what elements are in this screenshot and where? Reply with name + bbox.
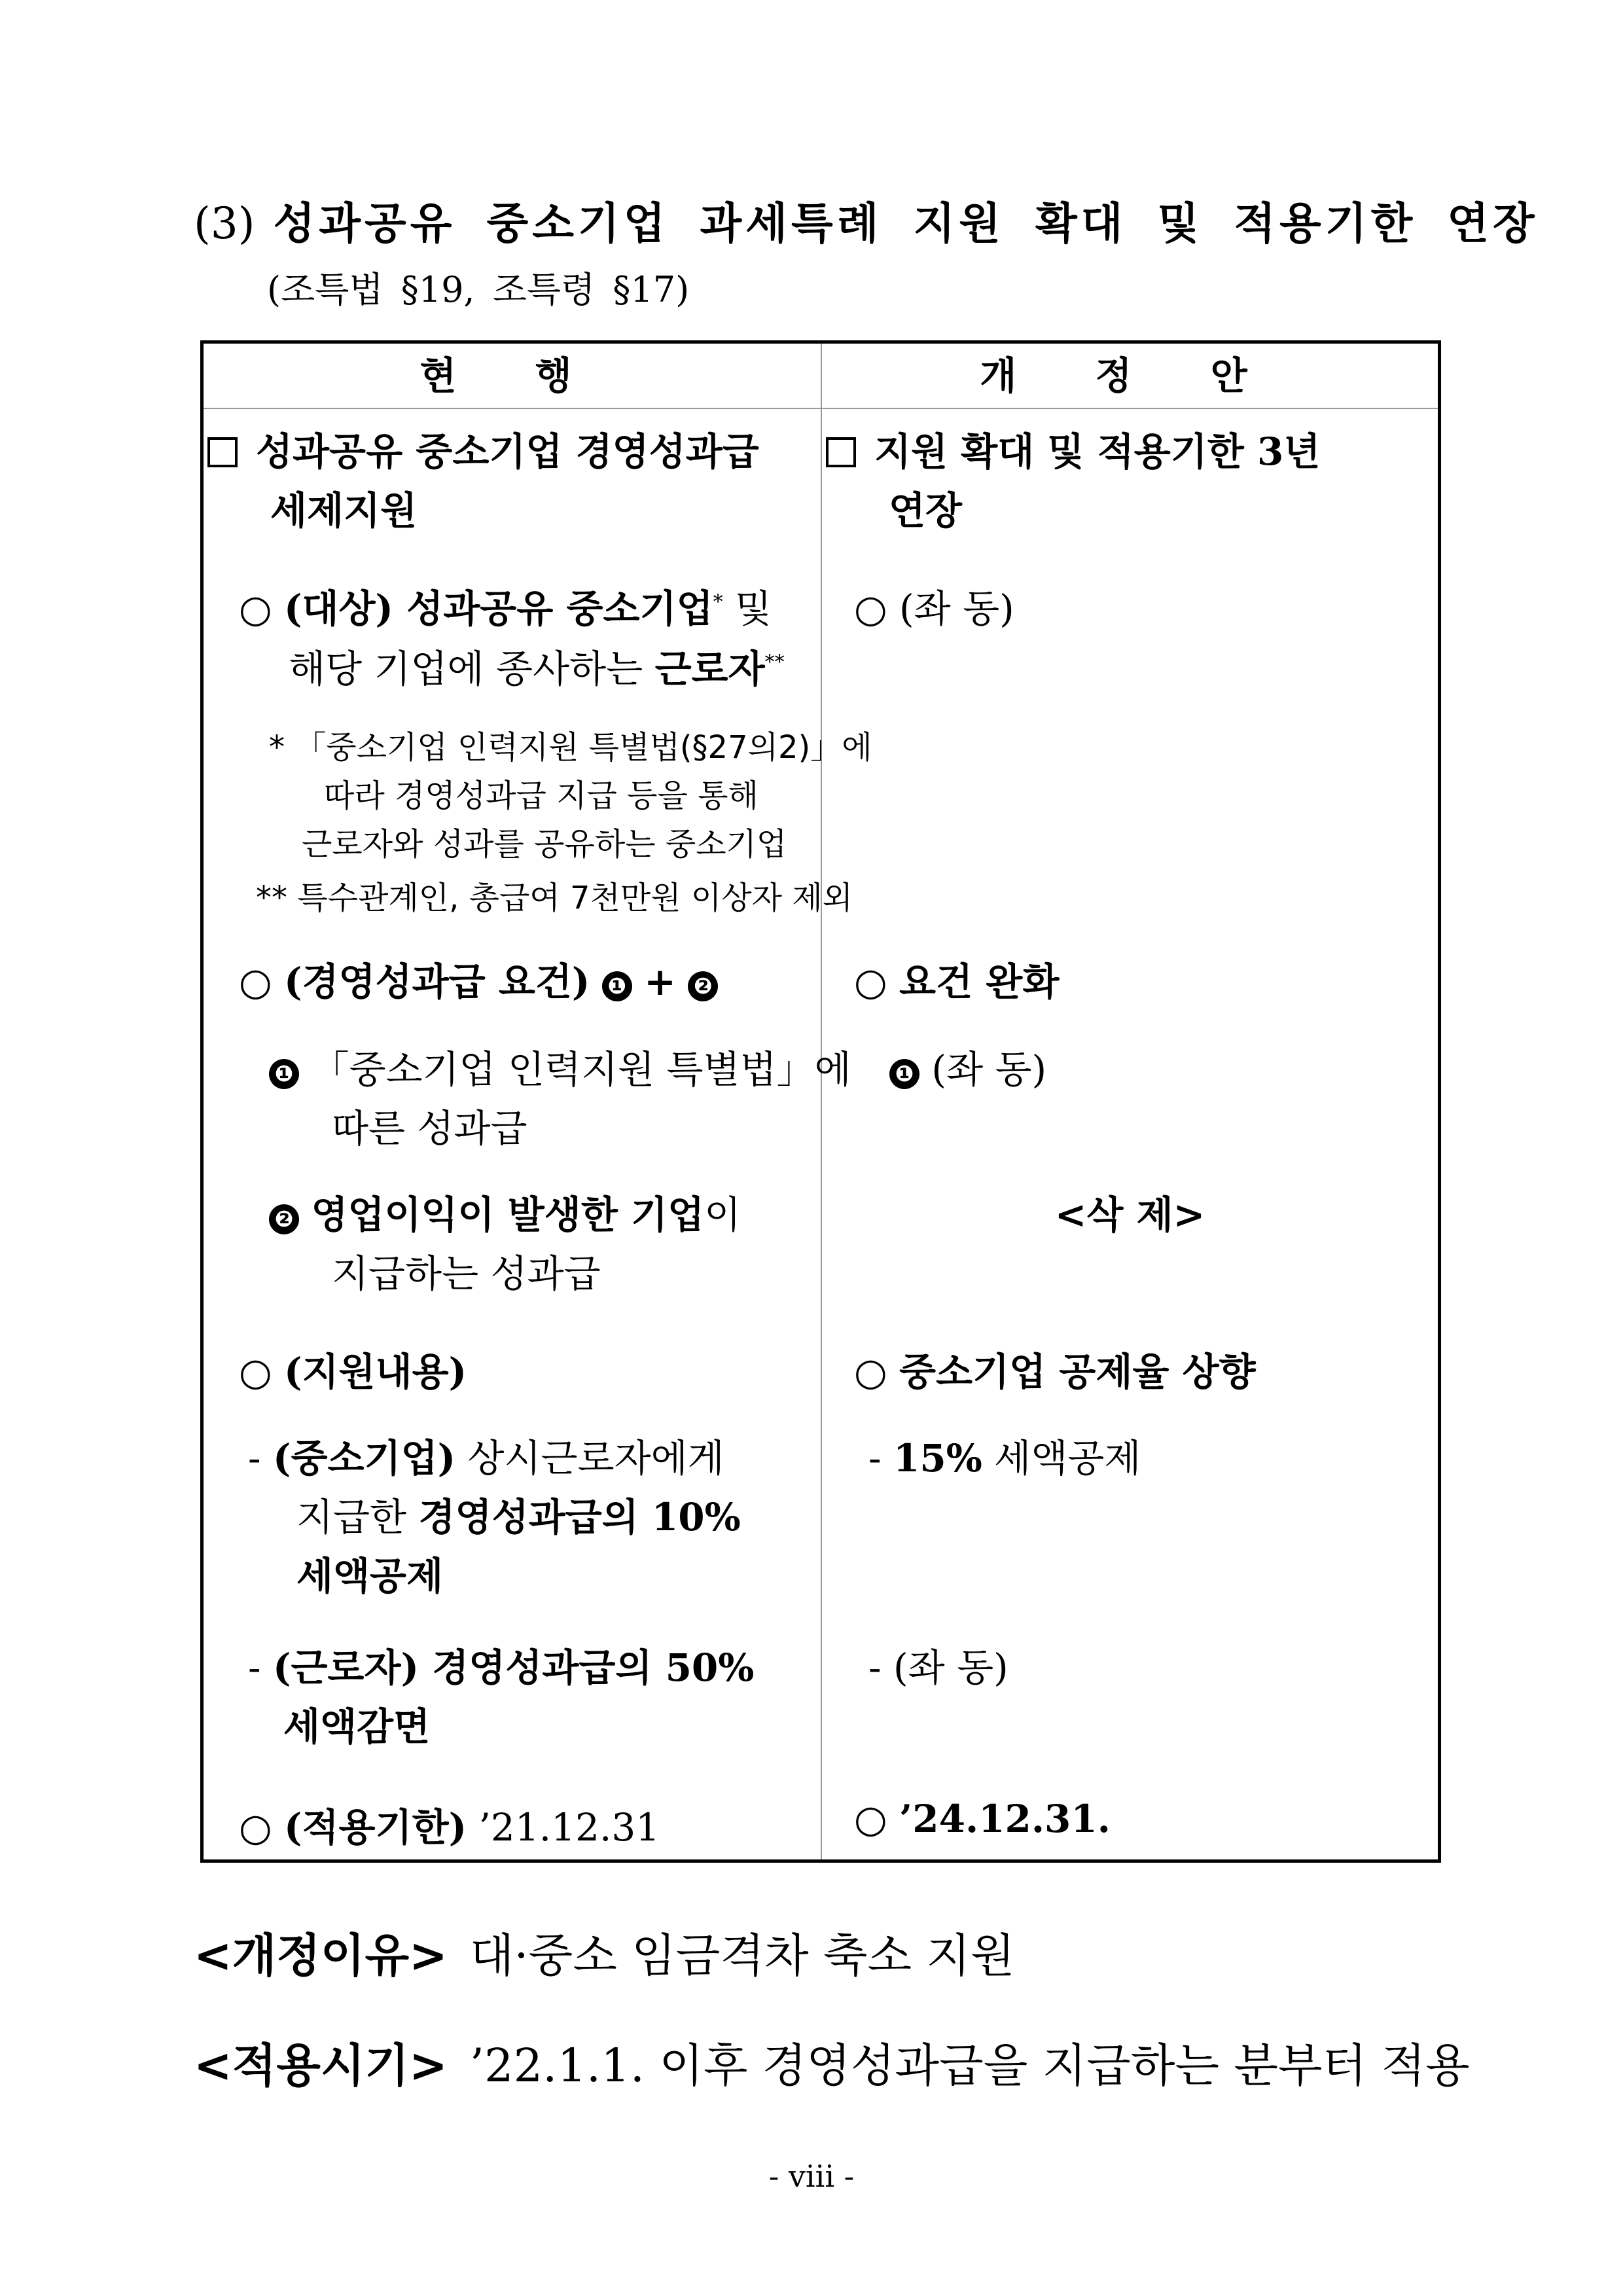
current-requirement-1: ❶ 「중소기업 인력지원 특별법」에	[269, 1039, 851, 1094]
effective-date-label: <적용시기>	[194, 2039, 448, 2092]
current-note-1: * 「중소기업 인력지원 특별법(§27의2)」에	[269, 729, 872, 766]
circled-two-icon: ❷	[269, 1204, 299, 1234]
revised-support-worker: - (좌 동)	[868, 1645, 1008, 1690]
revised-requirement-2-deleted: <삭 제>	[1054, 1193, 1205, 1237]
effective-date-text: ’22.1.1. 이후 경영성과급을 지급하는 분부터 적용	[469, 2039, 1470, 2092]
column-divider	[821, 344, 822, 1859]
current-target: ○ (대상) 성과공유 중소기업* 및	[239, 586, 772, 631]
revision-reason-label: <개정이유>	[194, 1929, 448, 1982]
section-number: (3)	[194, 198, 255, 249]
current-note-1-cont: 따라 경영성과급 지급 등을 통해	[324, 778, 758, 814]
section-title: 성과공유 중소기업 과세특례 지원 확대 및 적용기한 연장	[273, 198, 1539, 249]
revised-period: ○ ’24.12.31.	[854, 1797, 1111, 1841]
header-revised: 개 정 안	[980, 353, 1280, 398]
circled-one-icon: ❶	[889, 1059, 919, 1089]
current-main-title: 성과공유 중소기업 경영성과급	[207, 421, 759, 476]
current-support-sme-cont2: 세액공제	[296, 1554, 444, 1598]
current-note-1-cont2: 근로자와 성과를 공유하는 중소기업	[302, 826, 787, 863]
current-requirement: ○ (경영성과급 요건) ❶ + ❷	[239, 951, 718, 1006]
header-current: 현 행	[419, 353, 605, 398]
revised-main-title-cont: 연장	[889, 488, 963, 533]
revision-reason	[194, 1919, 1015, 1985]
checkbox-square-icon	[207, 437, 238, 467]
revised-requirement-1: ❶ (좌 동)	[889, 1039, 1046, 1094]
revised-main-title: 지원 확대 및 적용기한 3년	[826, 421, 1320, 476]
revised-support-sme: - 15% 세액공제	[868, 1436, 1141, 1480]
revised-support: ○ 중소기업 공제율 상향	[854, 1350, 1256, 1394]
effective-date	[194, 2029, 1470, 2095]
current-support: ○ (지원내용)	[239, 1350, 467, 1394]
current-support-sme-cont: 지급한 경영성과급의 10%	[296, 1495, 741, 1539]
header-divider	[204, 408, 1438, 409]
current-period: ○ (적용기한) ’21.12.31	[239, 1805, 660, 1850]
page-number: - viii -	[768, 2159, 855, 2194]
current-requirement-2: ❷ 영업이익이 발생한 기업이	[269, 1184, 741, 1239]
current-support-worker-cont: 세액감면	[283, 1704, 431, 1749]
revised-target: ○ (좌 동)	[854, 586, 1014, 631]
current-note-2: ** 특수관계인, 총급여 7천만원 이상자 제외	[256, 880, 853, 916]
current-requirement-2-cont: 지급하는 성과급	[332, 1251, 601, 1296]
revised-requirement: ○ 요건 완화	[854, 960, 1060, 1004]
current-requirement-1-cont: 따른 성과급	[332, 1106, 527, 1151]
current-support-worker: - (근로자) 경영성과급의 50%	[248, 1645, 755, 1690]
revision-reason-text: 대·중소 임금격차 축소 지원	[469, 1929, 1015, 1982]
circled-one-icon: ❶	[269, 1059, 299, 1089]
circled-two-icon: ❷	[688, 971, 718, 1001]
current-support-sme: - (중소기업) 상시근로자에게	[248, 1436, 724, 1480]
section-heading	[194, 188, 1539, 251]
current-target-cont: 해당 기업에 종사하는 근로자**	[289, 647, 785, 691]
current-main-title-cont: 세제지원	[270, 488, 418, 533]
circled-one-icon: ❶	[602, 971, 632, 1001]
comparison-table	[200, 340, 1441, 1863]
legal-reference: (조특법 §19, 조특령 §17)	[267, 269, 690, 310]
checkbox-square-icon	[826, 437, 856, 467]
